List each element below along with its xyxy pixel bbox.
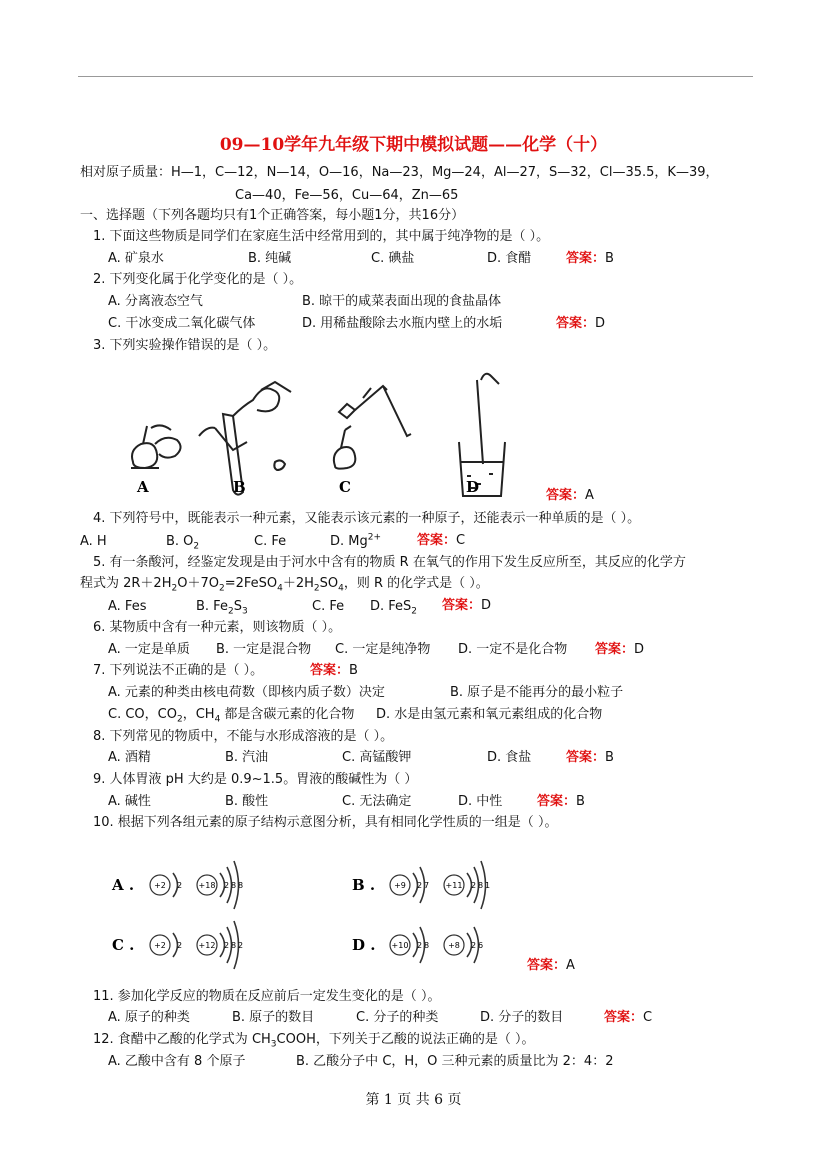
q8-stem: 8. 下列常见的物质中，不能与水形成溶液的是（ ）。: [93, 729, 394, 744]
q10-group-label: C .: [112, 936, 135, 954]
q4-option-a: A. H: [80, 534, 107, 549]
q5-option-d: D. FeS$_2$: [370, 599, 418, 617]
q1-stem: 1. 下面这些物质是同学们在家庭生活中经常用到的，其中属于纯净物的是（ ）。: [93, 229, 550, 244]
shell-electron-count: 8: [231, 881, 237, 890]
q11-answer: 答案：C: [604, 1010, 653, 1025]
q10-answer: 答案：A: [527, 958, 575, 973]
q10-atom-diagrams: [100, 840, 520, 980]
q4-option-d: D. $Mg^{2+}$: [330, 532, 382, 549]
q9-stem: 9. 人体胃液 pH 大约是 0.9~1.5。胃液的酸碱性为（ ）: [93, 772, 418, 787]
q11-stem: 11. 参加化学反应的物质在反应前后一定发生变化的是（ ）。: [93, 989, 441, 1004]
q3-figure-label-b: B: [233, 478, 246, 496]
q1-option-b: B. 纯碱: [248, 251, 292, 266]
q4-option-c: C. Fe: [254, 534, 287, 549]
shell-electron-count: 1: [485, 881, 491, 890]
q12-stem: 12. 食醋中乙酸的化学式为 $CH_3COOH$，下列关于乙酸的说法正确的是（ ）。: [93, 1032, 535, 1050]
nucleus-charge: +18: [198, 881, 216, 890]
q7-option-c: C. CO，$CO_2$，$CH_4$ 都是含碳元素的化合物: [108, 707, 355, 725]
q7-answer: 答案：B: [310, 663, 358, 678]
shell-electron-count: 2: [238, 941, 244, 950]
q12-option-a: A. 乙酸中含有 8 个原子: [108, 1054, 246, 1069]
q7-option-a: A. 元素的种类由核电荷数（即核内质子数）决定: [108, 685, 385, 700]
q9-option-c: C. 无法确定: [342, 794, 412, 809]
q8-option-b: B. 汽油: [225, 750, 269, 765]
atomic-mass-line-1: 相对原子质量：H—1，C—12，N—14，O—16，Na—23，Mg—24，Al—27，S—32，Cl—35.5，K—39，: [80, 165, 719, 180]
nucleus-charge: +10: [391, 941, 409, 950]
q1-option-d: D. 食醋: [487, 251, 532, 266]
q6-option-c: C. 一定是纯净物: [335, 642, 431, 657]
shell-electron-count: 2: [224, 941, 230, 950]
q5-stem-line-2: 程式为 $2R+2H_2O+7O_2=2FeSO_4+2H_2SO_4$，则 R 的化学式是（ ）。: [80, 576, 489, 594]
q1-option-c: C. 碘盐: [371, 251, 415, 266]
nucleus-charge: +11: [445, 881, 463, 890]
q6-option-a: A. 一定是单质: [108, 642, 190, 657]
q11-option-c: C. 分子的种类: [356, 1010, 439, 1025]
q9-option-a: A. 碱性: [108, 794, 151, 809]
atomic-mass-line-2: Ca—40，Fe—56，Cu—64，Zn—65: [235, 188, 459, 203]
q12-option-b: B. 乙酸分子中 C，H，O 三种元素的质量比为 2：4：2: [296, 1054, 614, 1069]
shell-electron-count: 2: [471, 941, 477, 950]
q7-stem: 7. 下列说法不正确的是（ ）。: [93, 663, 264, 678]
q4-stem: 4. 下列符号中，既能表示一种元素，又能表示该元素的一种原子，还能表示一种单质的是（ ）。: [93, 511, 641, 526]
shell-electron-count: 2: [224, 881, 230, 890]
q3-figure-label-a: A: [137, 478, 149, 496]
q9-option-b: B. 酸性: [225, 794, 269, 809]
shell-electron-count: 2: [417, 881, 423, 890]
q11-option-a: A. 原子的种类: [108, 1010, 190, 1025]
q2-option-c: C. 干冰变成二氧化碳气体: [108, 316, 256, 331]
q11-option-d: D. 分子的数目: [480, 1010, 564, 1025]
shell-electron-count: 2: [177, 941, 183, 950]
q3-figure-label-d: D: [466, 478, 480, 496]
q10-group-label: A .: [112, 876, 135, 894]
q6-stem: 6. 某物质中含有一种元素，则该物质（ ）。: [93, 620, 342, 635]
q2-option-d: D. 用稀盐酸除去水瓶内壁上的水垢: [302, 316, 503, 331]
shell-electron-count: 6: [478, 941, 484, 950]
section-heading: 一、选择题（下列各题均只有1个正确答案，每小题1分，共16分）: [80, 208, 465, 223]
q1-option-a: A. 矿泉水: [108, 251, 164, 266]
q6-answer: 答案：D: [595, 642, 645, 657]
shell-electron-count: 8: [478, 881, 484, 890]
q5-option-b: B. $Fe_2S_3$: [196, 599, 248, 617]
nucleus-charge: +2: [154, 881, 166, 890]
q3-answer: 答案：A: [546, 488, 594, 503]
q8-option-c: C. 高锰酸钾: [342, 750, 412, 765]
q10-group-label: D .: [352, 936, 376, 954]
q4-answer: 答案：C: [417, 533, 466, 548]
nucleus-charge: +9: [394, 881, 406, 890]
q11-option-b: B. 原子的数目: [232, 1010, 315, 1025]
nucleus-charge: +2: [154, 941, 166, 950]
q7-option-d: D. 水是由氢元素和氧元素组成的化合物: [376, 707, 603, 722]
q8-option-d: D. 食盐: [487, 750, 532, 765]
q6-option-b: B. 一定是混合物: [216, 642, 312, 657]
q5-stem-line-1: 5. 有一条酸河，经鉴定发现是由于河水中含有的物质 R 在氧气的作用下发生反应所至，其反应的化学方: [93, 555, 686, 570]
q5-answer: 答案：D: [442, 598, 492, 613]
q2-option-a: A. 分离液态空气: [108, 294, 203, 309]
nucleus-charge: +12: [198, 941, 216, 950]
q5-option-c: C. Fe: [312, 599, 345, 614]
q10-stem: 10. 根据下列各组元素的原子结构示意图分析，具有相同化学性质的一组是（ ）。: [93, 815, 558, 830]
q7-option-b: B. 原子是不能再分的最小粒子: [450, 685, 624, 700]
shell-electron-count: 2: [417, 941, 423, 950]
q9-option-d: D. 中性: [458, 794, 503, 809]
shell-electron-count: 8: [238, 881, 244, 890]
q2-answer: 答案：D: [556, 316, 606, 331]
q4-option-b: B. $O_2$: [166, 534, 200, 552]
page-title: 09—10学年九年级下期中模拟试题——化学（十）: [219, 135, 608, 155]
q8-option-a: A. 酒精: [108, 750, 151, 765]
shell-electron-count: 8: [231, 941, 237, 950]
shell-electron-count: 2: [471, 881, 477, 890]
q3-stem: 3. 下列实验操作错误的是（ ）。: [93, 338, 277, 353]
q3-lab-figures: [115, 370, 515, 500]
q9-answer: 答案：B: [537, 794, 585, 809]
q1-answer: 答案：B: [566, 251, 614, 266]
q2-option-b: B. 晾干的咸菜表面出现的食盐晶体: [302, 294, 502, 309]
q2-stem: 2. 下列变化属于化学变化的是（ ）。: [93, 272, 303, 287]
shell-electron-count: 8: [424, 941, 430, 950]
header-rule: [78, 76, 753, 77]
q3-figure-label-c: C: [339, 478, 351, 496]
q8-answer: 答案：B: [566, 750, 614, 765]
q6-option-d: D. 一定不是化合物: [458, 642, 568, 657]
shell-electron-count: 2: [177, 881, 183, 890]
q10-group-label: B .: [352, 876, 376, 894]
page-footer: 第 1 页 共 6 页: [365, 1092, 462, 1108]
nucleus-charge: +8: [448, 941, 460, 950]
q5-option-a: A. Fes: [108, 599, 147, 614]
shell-electron-count: 7: [424, 881, 430, 890]
